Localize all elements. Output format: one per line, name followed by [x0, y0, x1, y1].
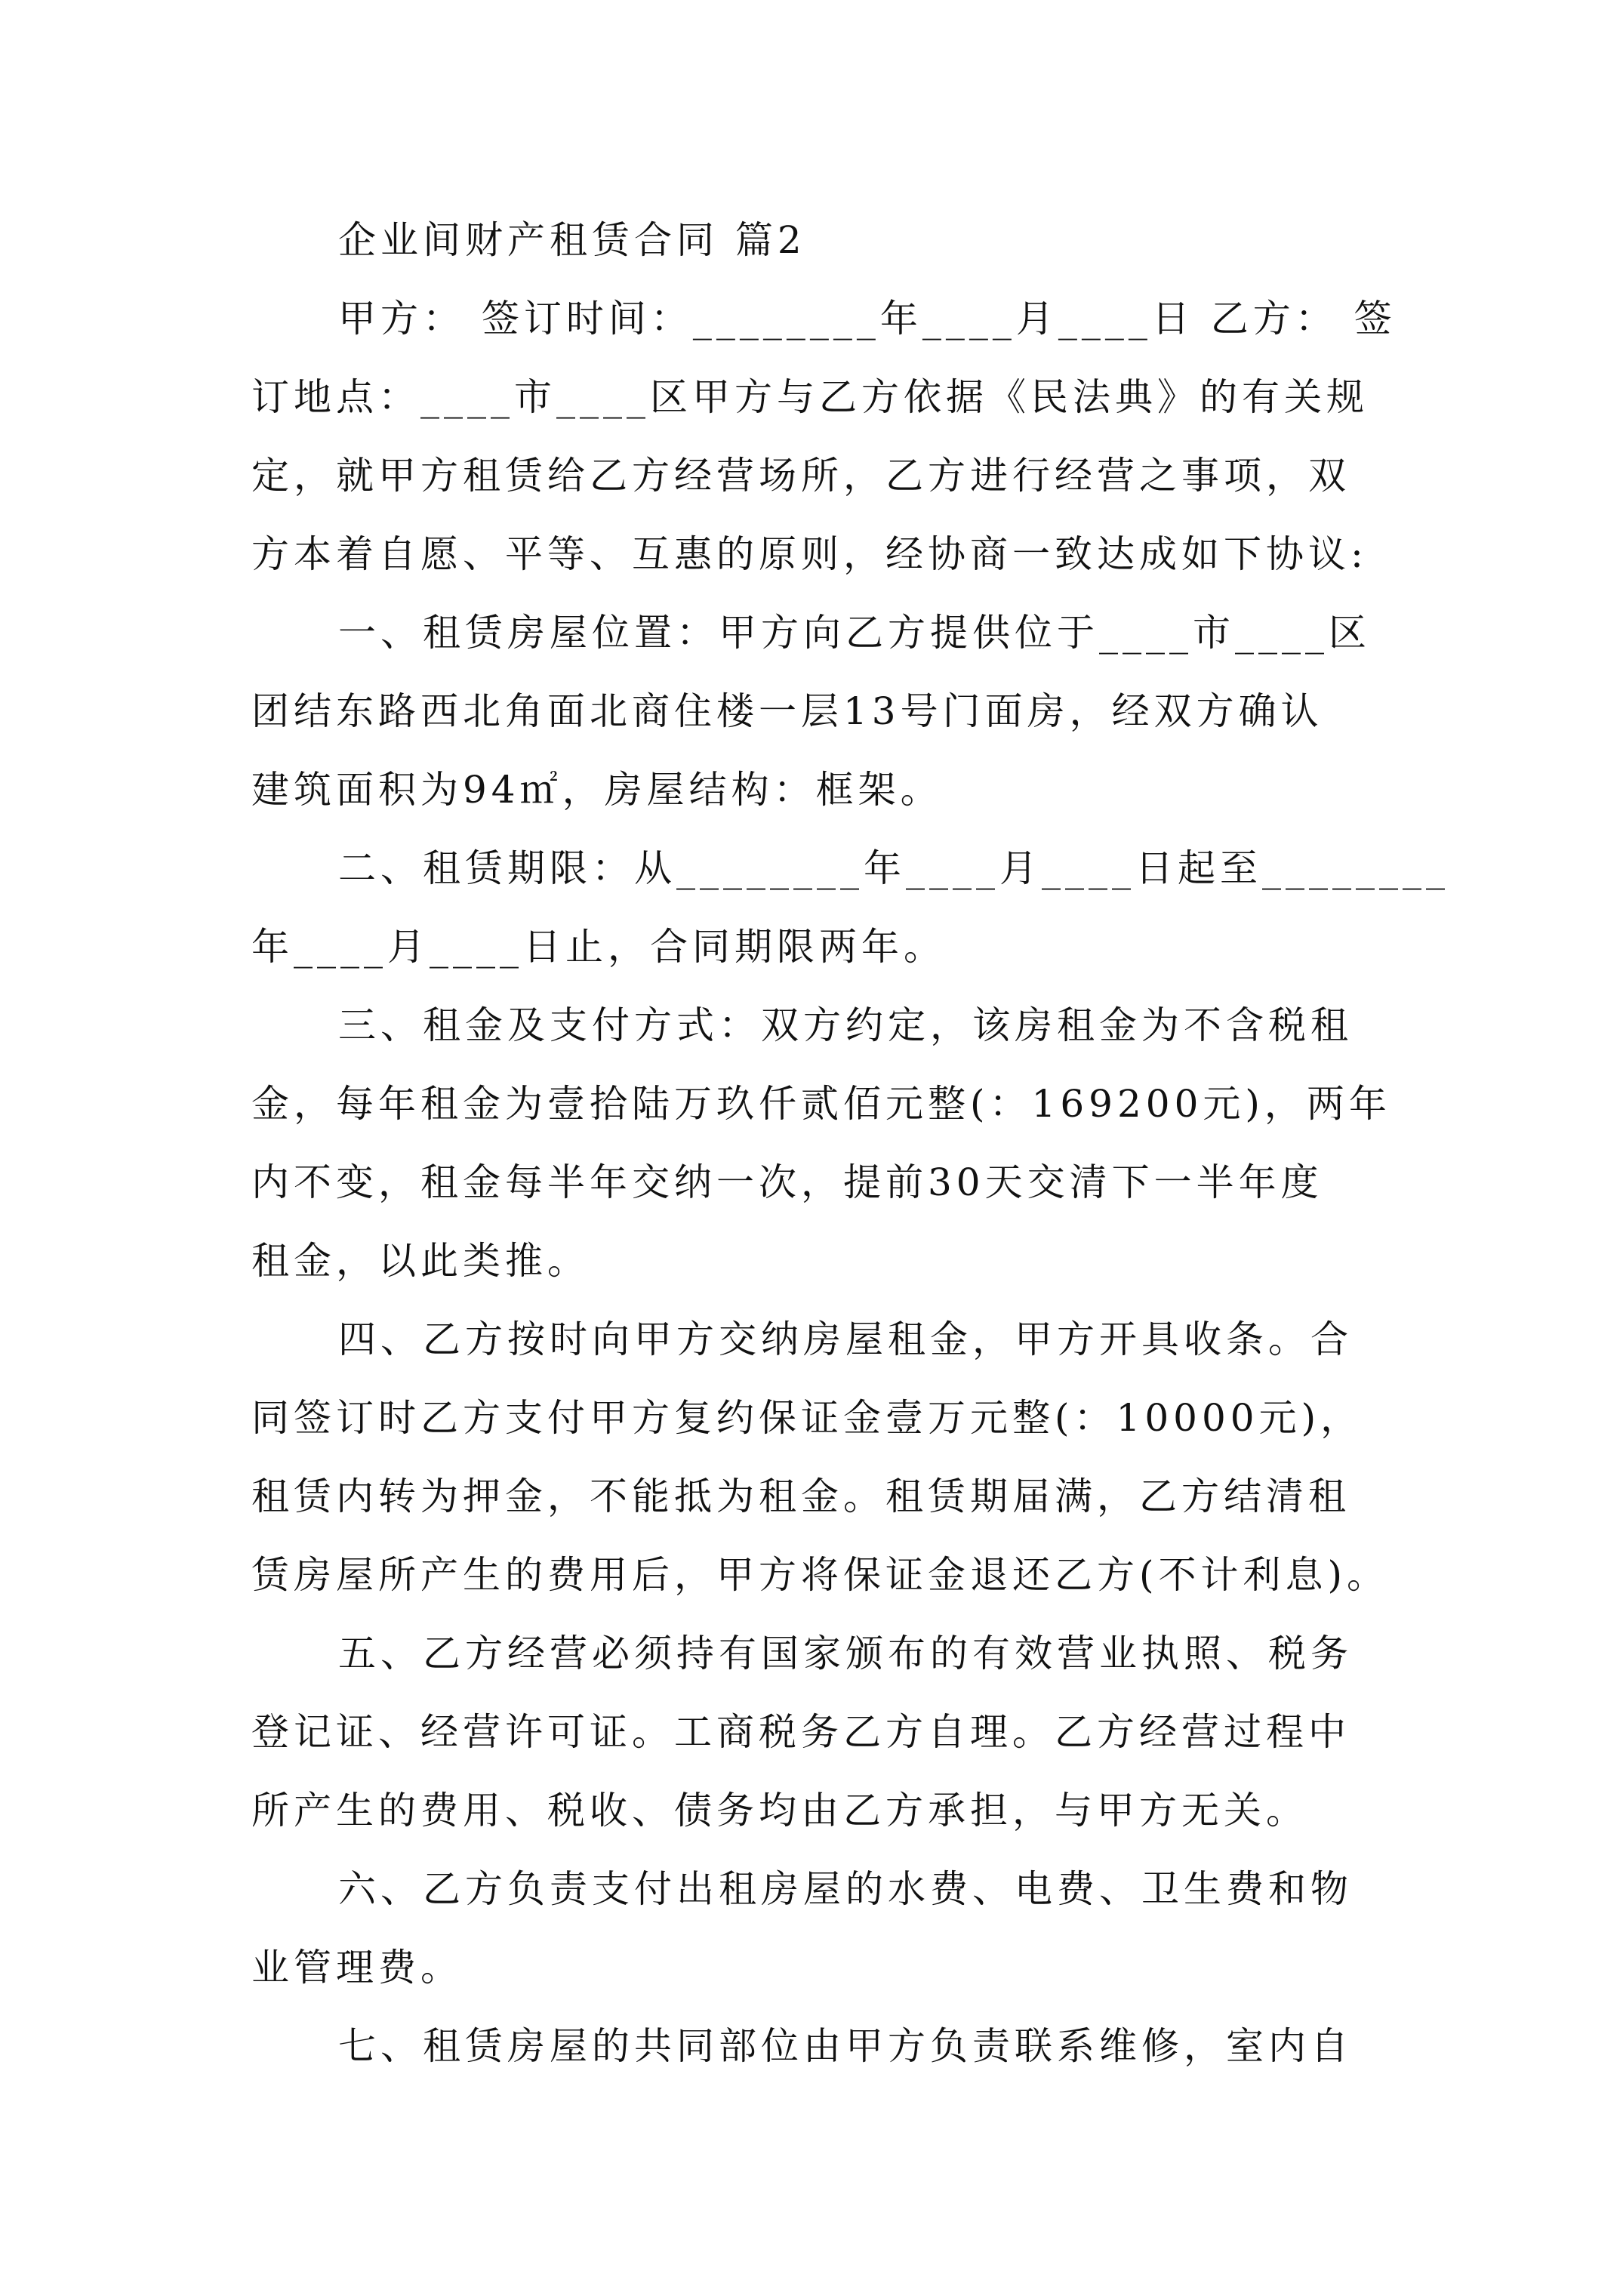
paragraph-line: 金，每年租金为壹拾陆万玖仟贰佰元整(：169200元)，两年 — [251, 1082, 1391, 1126]
document-title: 企业间财产租赁合同 篇2 — [338, 218, 806, 262]
paragraph-line: 一、租赁房屋位置：甲方向乙方提供位于____市____区 — [338, 611, 1371, 655]
paragraph-line: 三、租金及支付方式：双方约定，该房租金为不含税租 — [338, 1003, 1353, 1047]
paragraph-line: 五、乙方经营必须持有国家颁布的有效营业执照、税务 — [338, 1632, 1353, 1675]
paragraph-line: 订地点：____市____区甲方与乙方依据《民法典》的有关规 — [251, 375, 1369, 419]
paragraph-line: 四、乙方按时向甲方交纳房屋租金，甲方开具收条。合 — [338, 1318, 1353, 1361]
paragraph-line: 年____月____日止，合同期限两年。 — [251, 925, 946, 969]
paragraph-line: 定，就甲方租赁给乙方经营场所，乙方进行经营之事项，双 — [251, 454, 1350, 498]
paragraph-line: 内不变，租金每半年交纳一次，提前30天交清下一半年度 — [251, 1160, 1323, 1204]
paragraph-line: 所产生的费用、税收、债务均由乙方承担，与甲方无关。 — [251, 1789, 1308, 1832]
paragraph-line: 六、乙方负责支付出租房屋的水费、电费、卫生费和物 — [338, 1867, 1353, 1911]
paragraph-line: 赁房屋所产生的费用后，甲方将保证金退还乙方(不计利息)。 — [251, 1553, 1390, 1597]
paragraph-line: 二、租赁期限：从________年____月____日起至________ — [338, 846, 1449, 890]
paragraph-line: 甲方： 签订时间：________年____月____日 乙方： 签 — [338, 297, 1397, 341]
paragraph-line: 建筑面积为94㎡，房屋结构：框架。 — [251, 768, 943, 812]
paragraph-line: 团结东路西北角面北商住楼一层13号门面房，经双方确认 — [251, 689, 1323, 733]
paragraph-line: 同签订时乙方支付甲方复约保证金壹万元整(：10000元)， — [251, 1396, 1363, 1440]
paragraph-line: 七、租赁房屋的共同部位由甲方负责联系维修，室内自 — [338, 2024, 1353, 2068]
paragraph-line: 业管理费。 — [251, 1946, 463, 1989]
paragraph-line: 租金，以此类推。 — [251, 1239, 590, 1283]
paragraph-line: 登记证、经营许可证。工商税务乙方自理。乙方经营过程中 — [251, 1710, 1350, 1754]
paragraph-line: 方本着自愿、平等、互惠的原则，经协商一致达成如下协议: — [251, 532, 1368, 576]
paragraph-line: 租赁内转为押金，不能抵为租金。租赁期届满，乙方结清租 — [251, 1475, 1350, 1518]
